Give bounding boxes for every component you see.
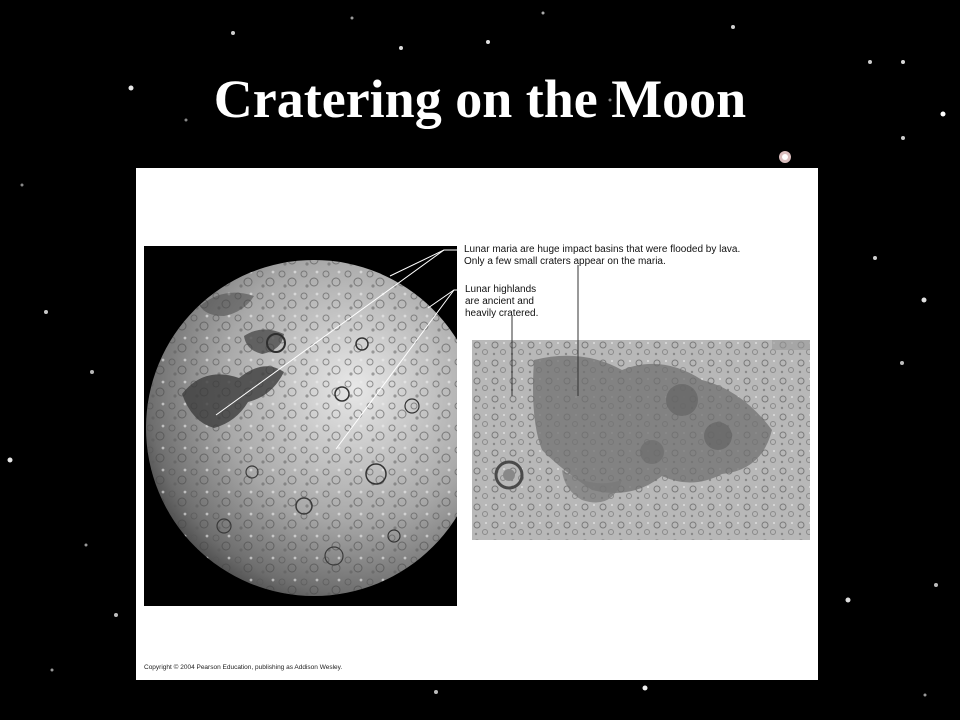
callout-lunar-highlands: Lunar highlands are ancient and heavily cratered.: [465, 284, 539, 319]
slide-title: Cratering on the Moon: [213, 69, 747, 129]
copyright-notice: Copyright © 2004 Pearson Education, publishing as Addison Wesley.: [144, 664, 343, 671]
lunar-maria-map-image: [472, 340, 810, 540]
moon-far-side-photo: [144, 246, 457, 606]
figure-panel: [136, 168, 818, 680]
callout-lunar-maria: Lunar maria are huge impact basins that were flooded by lava. Only a few small craters appear on the maria.: [464, 244, 741, 267]
